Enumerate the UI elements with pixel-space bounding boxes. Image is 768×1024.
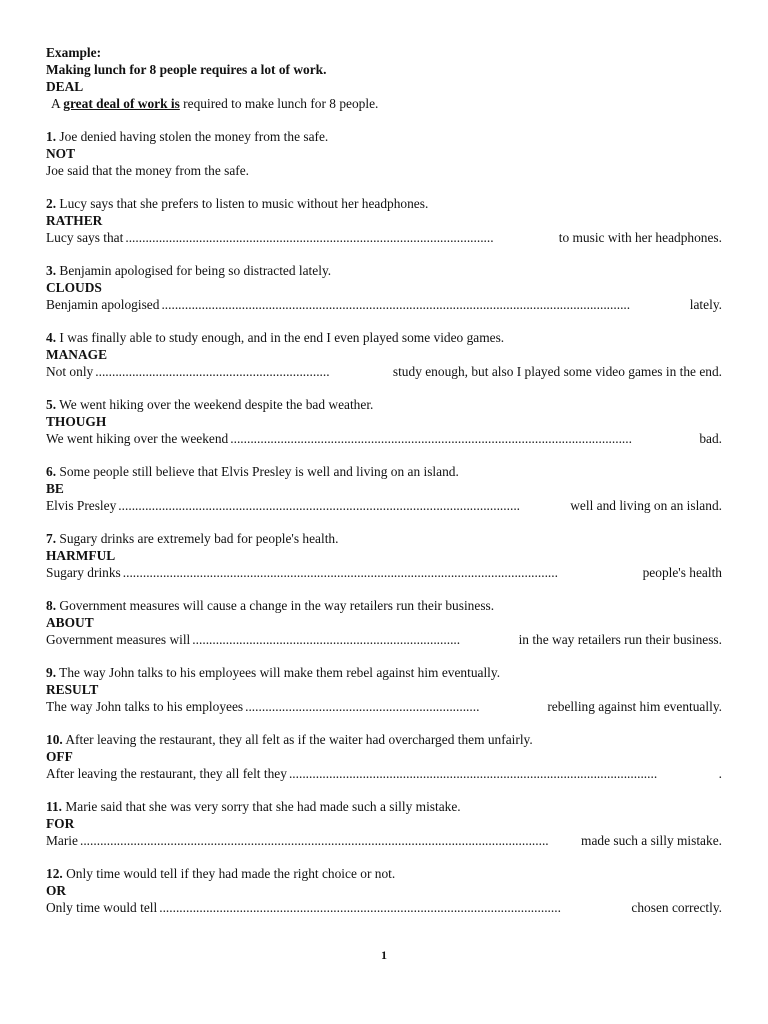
question-list [46, 128, 722, 916]
answer-prefix: The way John talks to his employees [46, 699, 244, 714]
answer-prefix: Marie [46, 833, 78, 848]
question-6 [46, 463, 722, 514]
question-sentence [46, 128, 722, 145]
answer-line [46, 229, 722, 246]
question-number: 7. [46, 531, 57, 546]
answer-blank[interactable]: ...................................................................... [245, 699, 480, 714]
question-number: 9. [46, 665, 57, 680]
example-keyword: DEAL [46, 79, 84, 94]
answer-line [46, 698, 722, 715]
question-number: 2. [46, 196, 57, 211]
answer-suffix: made such a silly mistake. [581, 833, 722, 848]
example-answer [46, 95, 722, 112]
question-text: Government measures will cause a change in the way retailers run their business. [59, 598, 495, 613]
question-keyword: BE [46, 481, 64, 496]
question-text: Sugary drinks are extremely bad for people's health. [59, 531, 339, 546]
answer-prefix: Elvis Presley [46, 498, 117, 513]
answer-line [46, 497, 722, 514]
answer-suffix: to music with her headphones. [558, 230, 722, 245]
answer-prefix: Only time would tell [46, 900, 158, 915]
question-text: Benjamin apologised for being so distracted lately. [59, 263, 332, 278]
question-sentence [46, 195, 722, 212]
question-sentence [46, 329, 722, 346]
answer-suffix: bad. [699, 431, 722, 446]
question-keyword: NOT [46, 146, 76, 161]
question-9 [46, 664, 722, 715]
question-sentence [46, 530, 722, 547]
example-heading: Example: [46, 45, 102, 60]
question-7 [46, 530, 722, 581]
question-sentence [46, 262, 722, 279]
question-keyword: FOR [46, 816, 75, 831]
answer-line [46, 296, 722, 313]
question-number: 12. [46, 866, 63, 881]
example-answer-suffix: required to make lunch for 8 people. [179, 96, 379, 111]
question-sentence [46, 396, 722, 413]
answer-line [46, 631, 722, 648]
answer-line [46, 832, 722, 849]
question-sentence [46, 798, 722, 815]
question-11 [46, 798, 722, 849]
question-4 [46, 329, 722, 380]
question-keyword: ABOUT [46, 615, 94, 630]
answer-prefix: Government measures will [46, 632, 191, 647]
question-number: 4. [46, 330, 57, 345]
answer-suffix: lately. [689, 297, 722, 312]
question-keyword: RATHER [46, 213, 103, 228]
question-10 [46, 731, 722, 782]
question-text: We went hiking over the weekend despite the bad weather. [59, 397, 374, 412]
question-text: Marie said that she was very sorry that she had made such a silly mistake. [65, 799, 461, 814]
question-3 [46, 262, 722, 313]
page-number: 1 [381, 948, 387, 962]
question-keyword: THOUGH [46, 414, 107, 429]
example-sentence: Making lunch for 8 people requires a lot of work. [46, 62, 327, 77]
question-text: Only time would tell if they had made the right choice or not. [66, 866, 396, 881]
question-sentence [46, 731, 722, 748]
answer-suffix: . [718, 766, 722, 781]
question-sentence [46, 597, 722, 614]
question-text: Joe denied having stolen the money from the safe. [59, 129, 329, 144]
worksheet [46, 44, 722, 916]
question-number: 10. [46, 732, 63, 747]
answer-line [46, 430, 722, 447]
question-text: After leaving the restaurant, they all felt as if the waiter had overcharged them unfairly. [65, 732, 533, 747]
answer-prefix: Sugary drinks [46, 565, 121, 580]
question-number: 8. [46, 598, 57, 613]
question-keyword: CLOUDS [46, 280, 102, 295]
answer-prefix: After leaving the restaurant, they all felt they [46, 766, 287, 781]
answer-blank[interactable]: .............................................................................................................. [288, 766, 658, 781]
example-answer-underlined: great deal of work is [63, 96, 180, 111]
question-sentence [46, 664, 722, 681]
answer-suffix: rebelling against him eventually. [547, 699, 722, 714]
question-keyword: RESULT [46, 682, 99, 697]
question-number: 6. [46, 464, 57, 479]
answer-blank[interactable]: ...................................................................... [95, 364, 330, 379]
answer-prefix: Benjamin apologised [46, 297, 160, 312]
question-number: 11. [46, 799, 62, 814]
question-5 [46, 396, 722, 447]
example-answer-prefix: A [51, 96, 64, 111]
question-text: Some people still believe that Elvis Presley is well and living on an island. [59, 464, 459, 479]
answer-blank[interactable]: ........................................................................................................................ [230, 431, 632, 446]
question-keyword: OR [46, 883, 67, 898]
answer-suffix: chosen correctly. [631, 900, 722, 915]
question-text: The way John talks to his employees will make them rebel against him eventually. [59, 665, 501, 680]
question-keyword: HARMFUL [46, 548, 116, 563]
answer-prefix: We went hiking over the weekend [46, 431, 229, 446]
answer-blank[interactable]: ............................................................................................................................................ [79, 833, 549, 848]
question-2 [46, 195, 722, 246]
answer-prefix: Not only [46, 364, 94, 379]
answer-line [46, 899, 722, 916]
question-sentence [46, 865, 722, 882]
question-number: 1. [46, 129, 57, 144]
answer-prefix: Lucy says that [46, 230, 124, 245]
answer-blank[interactable]: ................................................................................ [192, 632, 461, 647]
answer-suffix: in the way retailers run their business. [518, 632, 722, 647]
answer-line [46, 363, 722, 380]
answer-line [46, 765, 722, 782]
question-text: I was finally able to study enough, and in the end I even played some video games. [59, 330, 505, 345]
answer-suffix: people's health [642, 565, 722, 580]
answer-blank[interactable]: ............................................................................................................................................ [161, 297, 631, 312]
question-keyword: MANAGE [46, 347, 107, 362]
answer-line: Joe said that the money from the safe. [46, 163, 250, 178]
question-number: 5. [46, 397, 57, 412]
question-1 [46, 128, 722, 179]
question-sentence [46, 463, 722, 480]
question-8 [46, 597, 722, 648]
question-12 [46, 865, 722, 916]
question-keyword: OFF [46, 749, 73, 764]
answer-blank[interactable]: .................................................................................................................................. [122, 565, 558, 580]
question-text: Lucy says that she prefers to listen to music without her headphones. [59, 196, 429, 211]
answer-blank[interactable]: ........................................................................................................................ [159, 900, 561, 915]
answer-blank[interactable]: .............................................................................................................. [125, 230, 494, 245]
question-number: 3. [46, 263, 57, 278]
answer-line [46, 564, 722, 581]
answer-blank[interactable]: ........................................................................................................................ [118, 498, 521, 513]
answer-suffix: well and living on an island. [570, 498, 722, 513]
answer-suffix: study enough, but also I played some video games in the end. [392, 364, 722, 379]
